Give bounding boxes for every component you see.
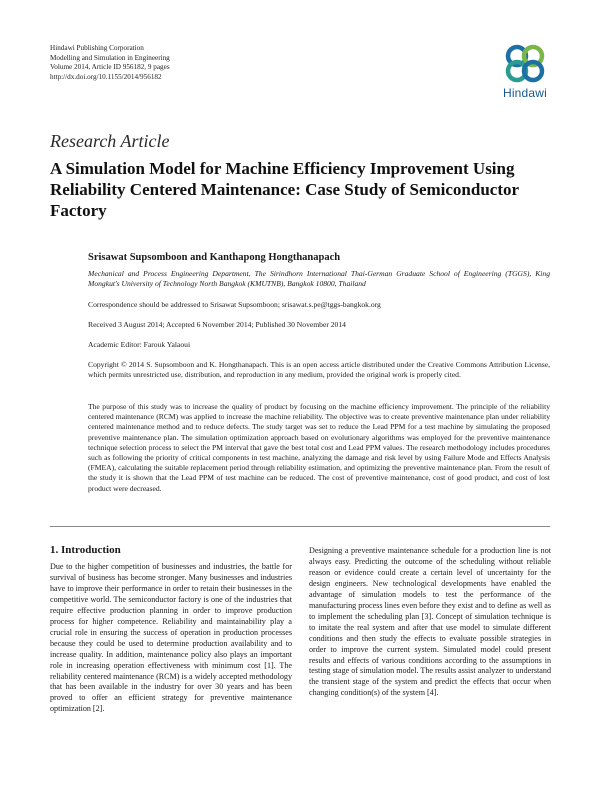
journal-header [50,44,170,82]
abstract: The purpose of this study was to increase the quality of product by focusing on the machine efficiency improvement. The principle of the reliability centered maintenance (RCM) was applied to increase the machine reliability. The objective was to create preventive maintenance plan under reliability centered maintenance method and to reduce defects. The study target was set to reduce the Lead PPM for a test machine by simulating the proposed preventive maintenance plan. The simulation optimization approach based on evolutionary algorithms was employed for the preventive maintenance technique selection process to select the PM interval that gave the best total cost and Lead PPM values. The research methodology includes procedures such as following the priority of critical components in test machine, analyzing the damage and risk level by using Failure Mode and Effects Analysis (FMEA), calculating the suitable replacement period through reliability estimation, and optimizing the preventive maintenance plan. From the result of the study it is shown that the Lead PPM of test machine can be reduced. The cost of preventive maintenance, cost of good product, and cost of lost product were decreased. [88,402,550,493]
correspondence: Correspondence should be addressed to Srisawat Supsomboon; srisawat.s.pe@tggs-bangkok.org [88,300,381,309]
journal-name: Modelling and Simulation in Engineering [50,53,170,62]
doi-link[interactable]: http://dx.doi.org/10.1155/2014/956182 [50,72,162,81]
hindawi-logo [494,44,556,108]
article-type: Research Article [50,131,170,151]
body-column-right: Designing a preventive maintenance schedule for a production line is not always easy. Predicting the outcome of the scheduling without reliable reason or evidence could create a certain level of uncertainty for the design engineers. New technological developments have enabled the advantage of simulation models to test the performance of the manufacturing process lines even before they exist and to define as well as to implement the scheduling plan [3]. Concept of simulation technique is to imitate the real system and after that use model to simulate different conditions and then study the effects to evaluate possible strategies in order to improve the current system. Simulated model could present results and effects of various conditions according to the assumptions in testing stage of simulation model. The results assist analyzer to understand the transient stage of the system and predict the effects that occur when changing condition(s) of the system [4]. [309,546,551,698]
publisher-name: Hindawi Publishing Corporation [50,44,144,52]
section-heading: 1. Introduction [50,544,121,556]
copyright-notice: Copyright © 2014 S. Supsomboon and K. Hongthanapach. This is an open access article distributed under the Creative Commons Attribution License, which permits unrestricted use, distribution, and reproduction in any medium, provided the original work is properly cited. [88,360,550,380]
article-title: A Simulation Model for Machine Efficiency Improvement Using Reliability Centered Maintenance: Case Study of Semiconductor Factory [50,159,519,220]
body-column-left: Due to the higher competition of businesses and industries, the battle for survival of business has become stronger. Many businesses and industries have to improve their performance in order to retain their businesses in the competitive world. The semiconductor factory is one of the industries that require effective production planning in order to improve production process for higher competence. Reliability and maintainability play a crucial role in ensuring the success of operation in production processes because they could be used to determine production availability and to increase quality. In addition, maintenance policy also plays an important role in increasing operation effectiveness with minimum cost [1]. The reliability centered maintenance (RCM) is a widely accepted methodology that has been available in the industry for over 30 years and has been proved to offer an efficient strategy for preventive maintenance optimization [2]. [50,562,292,714]
academic-editor: Academic Editor: Farouk Yalaoui [88,340,191,349]
volume-info: Volume 2014, Article ID 956182, 9 pages [50,63,170,72]
rings-icon [502,44,548,84]
section-divider [50,526,550,527]
logo-wordmark: Hindawi [502,86,548,100]
affiliation: Mechanical and Process Engineering Department, The Sirindhorn International Thai-German Graduate School of Engineering (TGGS), King Mongkut's University of Technology North Bangkok (KMUTNB), Bangkok 10800, Thailand [88,269,550,289]
author-list: Srisawat Supsomboon and Kanthapong Hongthanapach [88,252,341,263]
publication-dates: Received 3 August 2014; Accepted 6 November 2014; Published 30 November 2014 [88,320,346,329]
